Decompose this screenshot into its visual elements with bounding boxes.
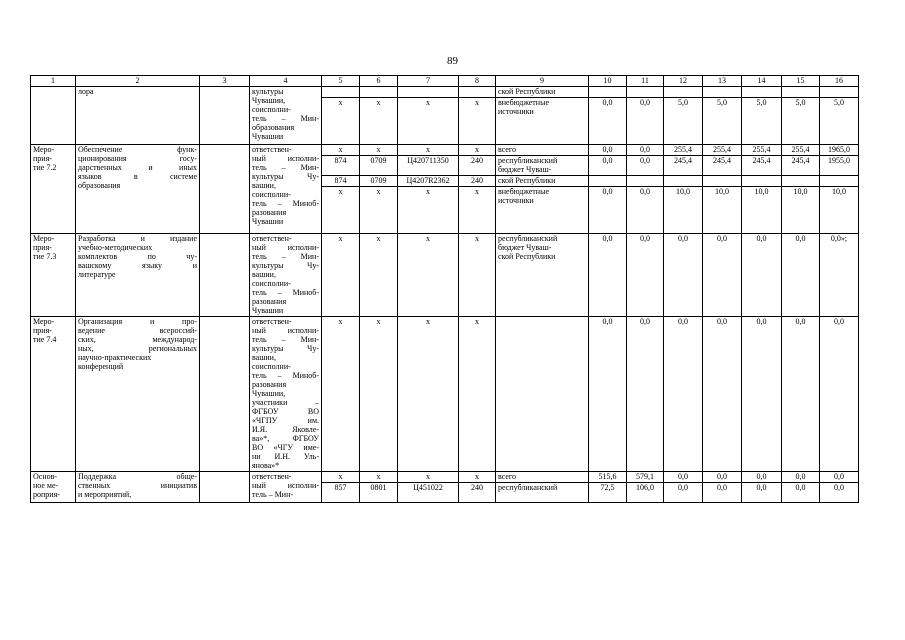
grbs-code: 874	[322, 176, 360, 187]
target-article-code: x	[398, 187, 459, 234]
section-code: x	[360, 472, 398, 483]
year-value-10: 72,5	[589, 483, 627, 503]
cell-line: республиканский	[498, 483, 558, 492]
cell-line: ционирования госу-	[78, 154, 197, 163]
cell-line: ВО «ЧГУ име-	[252, 443, 319, 452]
year-value-13	[703, 176, 742, 187]
year-value-16: 1965,0	[820, 145, 859, 156]
funding-source	[496, 472, 589, 483]
year-value-14	[742, 87, 782, 98]
year-value-16: 0,0	[820, 317, 859, 472]
cell-line: прия-	[33, 154, 52, 163]
year-value-14	[742, 176, 782, 187]
year-value-14: 0,0	[742, 317, 782, 472]
year-value-15: 10,0	[782, 187, 820, 234]
cell-line: тие 7.4	[33, 335, 57, 344]
cell-line: разования	[252, 208, 287, 217]
cell-line: всего	[498, 472, 517, 481]
cell-line: культуры Чу-	[252, 172, 319, 181]
year-value-14: 255,4	[742, 145, 782, 156]
header-cell-15: 15	[782, 76, 820, 87]
year-value-11: 0,0	[627, 145, 664, 156]
year-value-13: 0,0	[703, 483, 742, 503]
activity-number	[31, 87, 76, 145]
grbs-code: x	[322, 187, 360, 234]
cell-line: тель – Мин-	[252, 114, 319, 123]
cell-line: тель – Мин-	[252, 490, 294, 499]
target-indicator	[200, 234, 250, 317]
cell-line: тель – Миноб-	[252, 288, 319, 297]
cell-line: ное ме-	[33, 481, 59, 490]
activity-name	[76, 317, 200, 472]
table-row	[31, 472, 859, 483]
header-cell-12: 12	[664, 76, 703, 87]
year-value-15: 0,0	[782, 317, 820, 472]
section-code: 0801	[360, 483, 398, 503]
activity-name	[76, 145, 200, 234]
cell-line: соисполни-	[252, 362, 291, 371]
cell-line: ответствен-	[252, 234, 292, 243]
cell-line: прия-	[33, 326, 52, 335]
cell-line: Меро-	[33, 145, 55, 154]
cell-line: ответствен-	[252, 145, 292, 154]
cell-line: внебюджетные	[498, 98, 549, 107]
cell-line: образования	[78, 181, 121, 190]
funding-source	[496, 145, 589, 156]
year-value-12: 0,0	[664, 472, 703, 483]
cell-line: разования	[252, 380, 287, 389]
funding-source	[496, 187, 589, 234]
expense-type-code: 240	[459, 483, 496, 503]
year-value-15: 5,0	[782, 98, 820, 145]
year-value-10	[589, 176, 627, 187]
header-cell-7: 7	[398, 76, 459, 87]
funding-source	[496, 234, 589, 317]
target-article-code: Ц4207R2362	[398, 176, 459, 187]
year-value-11: 106,0	[627, 483, 664, 503]
year-value-13: 5,0	[703, 98, 742, 145]
activity-name	[76, 234, 200, 317]
target-article-code: x	[398, 98, 459, 145]
cell-line: Основ-	[33, 472, 58, 481]
cell-line: ный исполни-	[252, 154, 319, 163]
year-value-14: 0,0	[742, 483, 782, 503]
cell-line: ской Республики	[498, 252, 556, 261]
cell-line: Чувашии	[252, 306, 284, 315]
cell-line: ответствен-	[252, 472, 292, 481]
expense-type-code: x	[459, 472, 496, 483]
section-code: x	[360, 234, 398, 317]
year-value-10: 0,0	[589, 187, 627, 234]
activity-name	[76, 472, 200, 503]
cell-line: всего	[498, 145, 517, 154]
header-row	[31, 76, 859, 87]
cell-line: участники –	[252, 398, 319, 407]
header-cell-8: 8	[459, 76, 496, 87]
expense-type-code	[459, 87, 496, 98]
year-value-16: 1955,0	[820, 156, 859, 176]
executor	[250, 87, 322, 145]
year-value-10: 0,0	[589, 234, 627, 317]
executor	[250, 317, 322, 472]
cell-line: республиканский	[498, 156, 558, 165]
activity-number	[31, 145, 76, 234]
year-value-10: 0,0	[589, 317, 627, 472]
target-indicator	[200, 317, 250, 472]
year-value-13: 0,0	[703, 234, 742, 317]
cell-line: Поддержка обще-	[78, 472, 197, 481]
cell-line: бюджет Чуваш-	[498, 243, 552, 252]
cell-line: разования	[252, 297, 287, 306]
cell-line: тель – Мин-	[252, 252, 319, 261]
expense-type-code: x	[459, 317, 496, 472]
cell-line: республиканский	[498, 234, 558, 243]
target-article-code: Ц451022	[398, 483, 459, 503]
grbs-code: x	[322, 98, 360, 145]
year-value-11: 0,0	[627, 187, 664, 234]
cell-line: Чувашии,	[252, 96, 286, 105]
cell-line: соисполни-	[252, 279, 291, 288]
year-value-12: 0,0	[664, 483, 703, 503]
header-cell-1: 1	[31, 76, 76, 87]
table-row	[31, 317, 859, 472]
table-row	[31, 145, 859, 156]
activity-number	[31, 317, 76, 472]
activity-number	[31, 472, 76, 503]
cell-line: тие 7.3	[33, 252, 57, 261]
year-value-12: 255,4	[664, 145, 703, 156]
cell-line: Чувашии	[252, 132, 284, 141]
year-value-16: 0,0	[820, 483, 859, 503]
cell-line: ФГБОУ ВО	[252, 407, 319, 416]
header-cell-9: 9	[496, 76, 589, 87]
expense-type-code: x	[459, 187, 496, 234]
section-code: x	[360, 187, 398, 234]
section-code: x	[360, 145, 398, 156]
cell-line: роприя-	[33, 490, 60, 499]
cell-line: Меро-	[33, 317, 55, 326]
activity-number	[31, 234, 76, 317]
funding-source	[496, 87, 589, 98]
year-value-11: 0,0	[627, 234, 664, 317]
cell-line: лора	[78, 87, 94, 96]
cell-line: образования	[252, 123, 295, 132]
cell-line: ни И.Н. Уль-	[252, 452, 319, 461]
cell-line: ный исполни-	[252, 326, 319, 335]
executor	[250, 145, 322, 234]
grbs-code: 874	[322, 156, 360, 176]
funding-source	[496, 317, 589, 472]
target-article-code: x	[398, 472, 459, 483]
year-value-13: 0,0	[703, 317, 742, 472]
cell-line: ской Республики	[498, 176, 556, 185]
cell-line: Организация и про-	[78, 317, 197, 326]
year-value-14: 5,0	[742, 98, 782, 145]
year-value-11: 0,0	[627, 156, 664, 176]
cell-line: Обеспечение функ-	[78, 145, 197, 154]
cell-line: ответствен-	[252, 317, 292, 326]
year-value-16	[820, 87, 859, 98]
year-value-15: 245,4	[782, 156, 820, 176]
year-value-15: 255,4	[782, 145, 820, 156]
section-code	[360, 87, 398, 98]
cell-line: ный исполни-	[252, 481, 319, 490]
funding-source	[496, 156, 589, 176]
section-code: x	[360, 98, 398, 145]
target-article-code: Ц420711350	[398, 156, 459, 176]
year-value-10: 515,6	[589, 472, 627, 483]
cell-line: Чувашии	[252, 217, 284, 226]
cell-line: бюджет Чуваш-	[498, 165, 552, 174]
cell-line: ственных инициатив	[78, 481, 197, 490]
cell-line: тель – Миноб-	[252, 199, 319, 208]
year-value-10: 0,0	[589, 145, 627, 156]
cell-line: тель – Мин-	[252, 163, 319, 172]
expense-type-code: x	[459, 98, 496, 145]
table-row	[31, 234, 859, 317]
cell-line: И.Я. Яковле-	[252, 425, 319, 434]
header-cell-11: 11	[627, 76, 664, 87]
target-article-code	[398, 87, 459, 98]
year-value-11: 579,1	[627, 472, 664, 483]
cell-line: ведение всероссий-	[78, 326, 197, 335]
cell-line: культуры Чу-	[252, 344, 319, 353]
cell-line: ской Республики	[498, 87, 556, 96]
cell-line: вашскому языку и	[78, 261, 197, 270]
target-indicator	[200, 472, 250, 503]
cell-line: соисполни-	[252, 190, 291, 199]
year-value-14: 10,0	[742, 187, 782, 234]
year-value-12	[664, 176, 703, 187]
cell-line: вашии,	[252, 181, 276, 190]
budget-table	[30, 75, 859, 503]
cell-line: ных, региональных	[78, 344, 197, 353]
header-cell-13: 13	[703, 76, 742, 87]
year-value-13: 245,4	[703, 156, 742, 176]
year-value-15	[782, 176, 820, 187]
year-value-11: 0,0	[627, 98, 664, 145]
cell-line: и мероприятий,	[78, 490, 132, 499]
year-value-14: 0,0	[742, 234, 782, 317]
page-number: 89	[447, 55, 458, 67]
target-article-code: x	[398, 145, 459, 156]
cell-line: внебюджетные	[498, 187, 549, 196]
cell-line: комплектов по чу-	[78, 252, 197, 261]
cell-line: прия-	[33, 243, 52, 252]
year-value-12: 5,0	[664, 98, 703, 145]
cell-line: тие 7.2	[33, 163, 57, 172]
grbs-code: x	[322, 317, 360, 472]
grbs-code: x	[322, 234, 360, 317]
table-row	[31, 87, 859, 98]
grbs-code: x	[322, 472, 360, 483]
year-value-16: 0,0	[820, 472, 859, 483]
cell-line: тель – Миноб-	[252, 371, 319, 380]
year-value-12	[664, 87, 703, 98]
header-cell-5: 5	[322, 76, 360, 87]
target-indicator	[200, 87, 250, 145]
cell-line: ва»*, ФГБОУ	[252, 434, 319, 443]
cell-line: научно-практических	[78, 353, 152, 362]
section-code: 0709	[360, 176, 398, 187]
year-value-13	[703, 87, 742, 98]
header-cell-10: 10	[589, 76, 627, 87]
cell-line: ный исполни-	[252, 243, 319, 252]
expense-type-code: x	[459, 145, 496, 156]
header-cell-2: 2	[76, 76, 200, 87]
cell-line: янова»*	[252, 461, 280, 470]
year-value-10	[589, 87, 627, 98]
year-value-13: 10,0	[703, 187, 742, 234]
year-value-16: 0,0»;	[820, 234, 859, 317]
year-value-13: 0,0	[703, 472, 742, 483]
cell-line: Разработка и издание	[78, 234, 197, 243]
cell-line: вашии,	[252, 353, 276, 362]
grbs-code	[322, 87, 360, 98]
funding-source	[496, 483, 589, 503]
funding-source	[496, 176, 589, 187]
year-value-11	[627, 87, 664, 98]
year-value-12: 0,0	[664, 317, 703, 472]
grbs-code: 857	[322, 483, 360, 503]
cell-line: соисполни-	[252, 105, 291, 114]
year-value-13: 255,4	[703, 145, 742, 156]
target-indicator	[200, 145, 250, 234]
cell-line: учебно-методических	[78, 243, 153, 252]
year-value-14: 0,0	[742, 472, 782, 483]
expense-type-code: x	[459, 234, 496, 317]
header-cell-16: 16	[820, 76, 859, 87]
cell-line: Меро-	[33, 234, 55, 243]
year-value-11	[627, 176, 664, 187]
header-cell-4: 4	[250, 76, 322, 87]
year-value-15: 0,0	[782, 234, 820, 317]
year-value-14: 245,4	[742, 156, 782, 176]
cell-line: культуры Чу-	[252, 261, 319, 270]
section-code: 0709	[360, 156, 398, 176]
expense-type-code: 240	[459, 176, 496, 187]
cell-line: языков в системе	[78, 172, 197, 181]
year-value-15: 0,0	[782, 472, 820, 483]
cell-line: литературе	[78, 270, 116, 279]
year-value-12: 10,0	[664, 187, 703, 234]
year-value-11: 0,0	[627, 317, 664, 472]
cell-line: ских, международ-	[78, 335, 197, 344]
header-cell-14: 14	[742, 76, 782, 87]
cell-line: культуры	[252, 87, 284, 96]
year-value-12: 0,0	[664, 234, 703, 317]
cell-line: вашии,	[252, 270, 276, 279]
executor	[250, 472, 322, 503]
target-article-code: x	[398, 234, 459, 317]
cell-line: тель – Мин-	[252, 335, 319, 344]
header-cell-3: 3	[200, 76, 250, 87]
cell-line: Чувашии,	[252, 389, 286, 398]
header-cell-6: 6	[360, 76, 398, 87]
year-value-16: 5,0	[820, 98, 859, 145]
cell-line: источники	[498, 196, 534, 205]
year-value-10: 0,0	[589, 156, 627, 176]
year-value-15: 0,0	[782, 483, 820, 503]
year-value-16: 10,0	[820, 187, 859, 234]
year-value-12: 245,4	[664, 156, 703, 176]
year-value-16	[820, 176, 859, 187]
year-value-15	[782, 87, 820, 98]
funding-source	[496, 98, 589, 145]
grbs-code: x	[322, 145, 360, 156]
executor	[250, 234, 322, 317]
target-article-code: x	[398, 317, 459, 472]
cell-line: источники	[498, 107, 534, 116]
cell-line: конференций	[78, 362, 124, 371]
section-code: x	[360, 317, 398, 472]
cell-line: «ЧГПУ им.	[252, 416, 319, 425]
expense-type-code: 240	[459, 156, 496, 176]
cell-line: дарственных и иных	[78, 163, 197, 172]
activity-name	[76, 87, 200, 145]
year-value-10: 0,0	[589, 98, 627, 145]
